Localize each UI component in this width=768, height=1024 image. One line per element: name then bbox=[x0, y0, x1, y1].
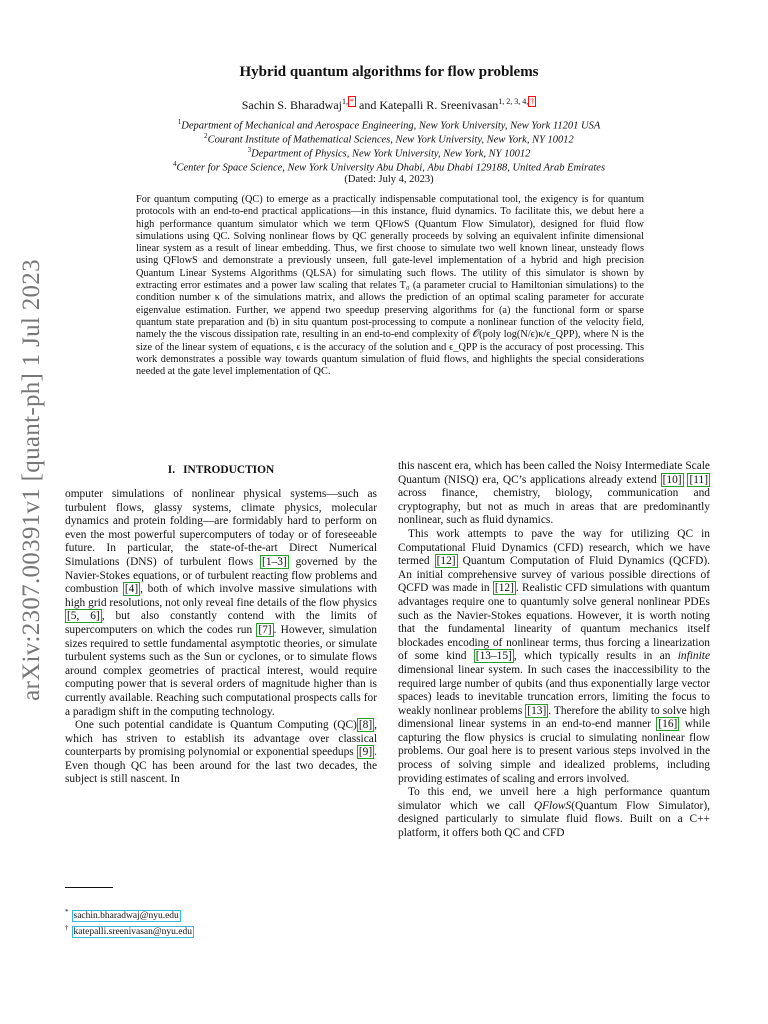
citation-link[interactable]: [12] bbox=[436, 555, 456, 568]
emphasis-text: infinite bbox=[677, 650, 711, 663]
author-list bbox=[64, 97, 714, 113]
body-text: One such potential candidate is Quantum Computing (QC) bbox=[75, 719, 357, 732]
body-text: , which typically results in an bbox=[513, 650, 678, 663]
body-text: Quantum Computation of Fluid Dynamics (QCFD). An initial comprehensive survey of various possible directions of QCFD was made in bbox=[398, 555, 710, 595]
date-line: (Dated: July 4, 2023) bbox=[344, 174, 434, 185]
citation-link[interactable]: [13–15] bbox=[475, 650, 512, 663]
body-text: To this end, we unveil here a high performance quantum simulator which we call bbox=[398, 786, 710, 812]
body-paragraph bbox=[65, 719, 377, 787]
body-paragraph bbox=[398, 528, 710, 786]
citation-link[interactable]: [11] bbox=[689, 473, 708, 486]
abstract: For quantum computing (QC) to emerge as a practically indispensable computational tool, the exigency is for quantum protocols with an end-to-end practical applications—in this instance, fluid dynamics. To facilitate this, we debut here a high performance quantum simulator which we term QFlowS (Quantum Flow Simulator), designed for fluid flow simulations using QC. Solving nonlinear flows by QC generally proceeds by solving an equivalent infinite dimensional linear system as a result of linear embedding. Thus, we first choose to simulate two well known linear, unsteady flows using QFlowS and demonstrate a previously unseen, full gate-level implementation of a hybrid and high precision Quantum Linear Systems Algorithms (QLSA) for simulating such flows. The utility of this simulator is shown by extracting error estimates and a power law scaling that relates T₀ (a parameter crucial to Hamiltonian simulations) to the condition number κ of the simulations matrix, and allows the prediction of an optimal scaling parameter for accurate eigenvalue estimation. Further, we append two speedup preserving algorithms for (a) the functional form or sparse quantum state preparation and (b) in situ quantum post-processing to compute a nonlinear function of the velocity field, namely the the viscous dissipation rate, resulting in an end-to-end complexity of 𝒪(poly log(N/ϵ)κ/ϵ_QPP), where N is the size of the linear system of equations, ϵ is the accuracy of the solution and ϵ_QPP is the accuracy of post processing. This work demonstrates a possible way towards quantum simulation of fluid flows, and highlights the special considerations needed at the gate level implementation of QC. bbox=[136, 194, 644, 378]
affiliation-3: $^3$Department of Physics, New York University, New York, NY 10012 bbox=[247, 146, 531, 160]
author-name: Katepalli R. Sreenivasan bbox=[379, 98, 499, 112]
body-text: dimensional linear system. In such cases the inaccessibility to the required large number of qubits (and thus exponentially large vector spaces) leads to inevitable truncation errors, limiting the focus to weakly nonlinear problems bbox=[398, 663, 710, 717]
footnote-link-1[interactable]: * bbox=[350, 97, 354, 106]
affiliation-2: $^2$Courant Institute of Mathematical Sciences, New York University, New York, NY 10012 bbox=[204, 132, 574, 146]
affiliation-1: $^1$Department of Mechanical and Aerospace Engineering, New York University, New York 11201 USA bbox=[177, 118, 601, 132]
body-text: . Even though QC has been around for the last two decades, the subject is still nascent. In bbox=[65, 746, 377, 786]
emphasis-text: QFlowS bbox=[533, 799, 572, 812]
body-paragraph bbox=[398, 460, 710, 528]
email-link[interactable]: katepalli.sreenivasan@nyu.edu bbox=[73, 927, 192, 938]
citation-link[interactable]: [12] bbox=[494, 582, 514, 595]
body-text: , both of which involve massive simulations with high grid resolutions, not only reveal fine details of the flow physics bbox=[65, 583, 377, 609]
section-title: INTRODUCTION bbox=[183, 464, 275, 476]
footnote-item: † katepalli.sreenivasan@nyu.edu bbox=[65, 924, 192, 938]
arxiv-identifier-stamp bbox=[10, 200, 54, 760]
citation-link[interactable]: [7] bbox=[258, 623, 272, 636]
citation-link[interactable]: [4] bbox=[124, 583, 139, 596]
body-text: . Realistic CFD simulations with quantum advantages require one to quantumly solve general nonlinear PDEs such as the Navier-Stokes equations. However, it is worth noting that the fundamental linearity of quantum mechanics itself blockades encoding of nonlinear terms, thus forcing a linearization of some kind bbox=[398, 582, 710, 663]
affiliation-4: $^4$Center for Space Science, New York University Abu Dhabi, Abu Dhabi 129188, United Arab Emirates bbox=[172, 160, 606, 174]
body-text: , which has striven to establish its advantage over classical counterparts by promising polynomial or exponential speedups bbox=[65, 719, 377, 759]
body-text: (Quantum Flow Simulator), designed particularly to simulate fluid flows. Built on a C++ platform, it offers both QC and CFD bbox=[398, 799, 710, 840]
body-text: this nascent era, which has been called the Noisy Intermediate Scale Quantum (NISQ) era, QC’s applications already extend bbox=[398, 460, 710, 486]
email-link[interactable]: sachin.bharadwaj@nyu.edu bbox=[73, 911, 179, 922]
footnote-link-2[interactable]: † bbox=[530, 97, 535, 106]
author-name: Sachin S. Bharadwaj bbox=[241, 98, 342, 112]
author-affil-marker: 1, bbox=[342, 97, 348, 106]
citation-link[interactable]: [1–3] bbox=[262, 555, 287, 568]
section-heading bbox=[65, 464, 377, 476]
body-text: omputer simulations of nonlinear physical systems—such as turbulent flows, glassy systems, climate physics, molecular dynamics and protein folding—are formidably hard to perform on even the most powerful supercomputers of today or of foreseeable future. In particular, the state-of-the-art Direct Numerical Simulations (DNS) of turbulent flows bbox=[65, 488, 377, 568]
footnote-rule bbox=[65, 887, 113, 888]
section-number: I. bbox=[167, 464, 176, 476]
footnotes bbox=[65, 906, 194, 938]
body-text: across finance, chemistry, biology, communication and cryptography, but not as much in areas that are predominantly nonlinear, such as fluid dynamics. bbox=[398, 487, 710, 527]
citation-link[interactable]: [10] bbox=[662, 473, 682, 486]
body-text: . However, simulation sizes required to settle fundamental asymptotic theories, or simulate turbulent systems such as the Sun or cyclones, or to simulate flows around complex geometries of practical interest, would require computing power that is several orders of magnitude higher than is currently available. Reaching such computational prospects calls for a paradigm shift in the computing technology. bbox=[65, 623, 377, 718]
citation-link[interactable]: [16] bbox=[658, 718, 678, 731]
body-paragraph bbox=[65, 488, 377, 719]
author-affil-marker: 1, 2, 3, 4, bbox=[498, 97, 529, 106]
footnote-item: * sachin.bharadwaj@nyu.edu bbox=[65, 908, 179, 922]
right-column bbox=[398, 460, 710, 841]
citation-link[interactable]: [8] bbox=[358, 719, 373, 732]
citation-link[interactable]: [5, 6] bbox=[67, 610, 100, 623]
body-paragraph bbox=[398, 786, 710, 840]
citation-link[interactable]: [13] bbox=[527, 704, 547, 717]
body-text: governed by the Navier-Stokes equations, or of turbulent reacting flow problems and combustion bbox=[65, 555, 378, 596]
paper-title: Hybrid quantum algorithms for flow problems bbox=[239, 64, 539, 80]
left-column bbox=[65, 488, 377, 787]
body-text: while capturing the flow physics is crucial to simulating nonlinear flow problems. Our goal here is to present various steps involved in the process of solving simple and idealized problems, including providing estimates of scaling and errors involved. bbox=[398, 718, 710, 785]
author-join: and bbox=[359, 98, 377, 112]
citation-link[interactable]: [9] bbox=[358, 746, 373, 759]
body-text: This work attempts to pave the way for utilizing QC in Computational Fluid Dynamics (CFD) research, which we have termed bbox=[398, 527, 710, 568]
arxiv-id-text: arXiv:2307.00391v1 [quant-ph] 1 Jul 2023 bbox=[18, 259, 45, 701]
body-text: , but also constantly contend with the limits of supercomputers on which the codes run bbox=[65, 610, 377, 636]
body-text: . Therefore the ability to solve high dimensional linear systems in an end-to-end manner bbox=[398, 704, 710, 731]
